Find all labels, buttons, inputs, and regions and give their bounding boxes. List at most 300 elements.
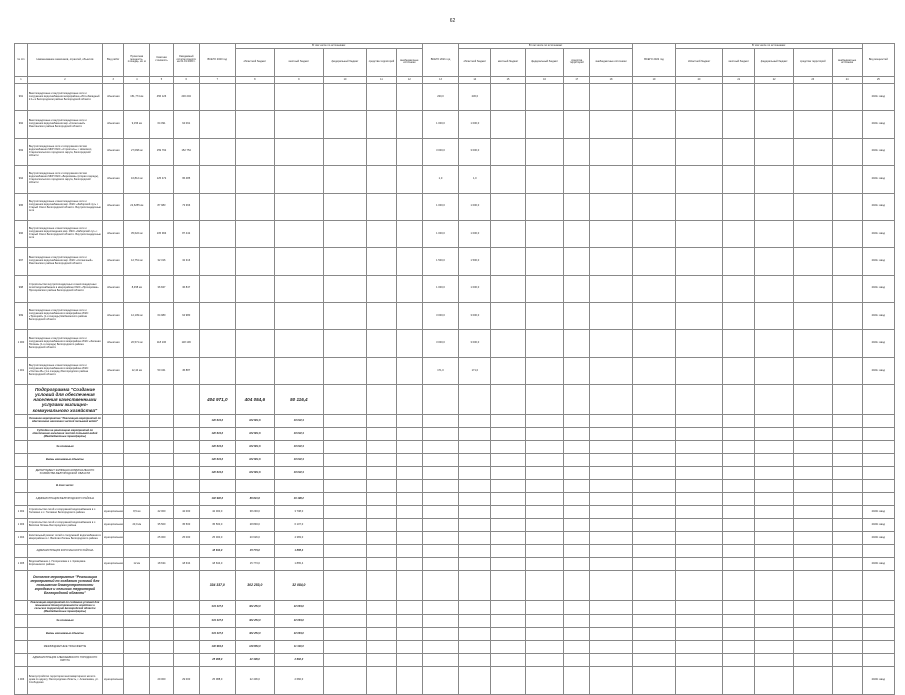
header-src: местный бюджет	[274, 48, 323, 76]
cell-work: муниципальная	[102, 558, 123, 571]
cell-exp: 64 091	[173, 111, 199, 138]
table-cell	[236, 357, 275, 384]
cell-type: 2021г. ввод	[862, 138, 894, 165]
table-cell	[422, 654, 458, 667]
table-cell	[755, 166, 794, 193]
cell-cost: 64 091	[150, 111, 174, 138]
table-cell	[525, 357, 564, 384]
table-cell	[199, 111, 235, 138]
table-cell	[491, 275, 525, 302]
table-cell	[832, 357, 862, 384]
table-cell	[675, 111, 722, 138]
cell-work: муниципальная	[102, 519, 123, 532]
table-cell	[236, 111, 275, 138]
cell-num	[15, 385, 28, 415]
table-cell	[723, 454, 755, 467]
table-cell	[491, 601, 525, 615]
table-cell	[324, 248, 367, 275]
cell-m20: 50 116,4	[274, 385, 323, 415]
table-cell	[832, 454, 862, 467]
table-cell	[422, 467, 458, 480]
table-cell	[723, 571, 755, 601]
table-cell	[755, 641, 794, 654]
table-cell	[723, 83, 755, 110]
table-cell	[862, 428, 894, 441]
cell-m20: 18 032,4	[274, 467, 323, 480]
cell-work: объектная	[102, 330, 123, 357]
table-cell	[274, 220, 323, 247]
cell-type: 2021г. ввод	[862, 330, 894, 357]
table-cell	[793, 532, 832, 545]
cell-type: 2021г. ввод	[862, 220, 894, 247]
table-row	[15, 545, 895, 558]
table-cell	[396, 111, 422, 138]
cell-type: 2021г. ввод	[862, 357, 894, 384]
table-cell	[459, 601, 491, 615]
table-cell	[590, 532, 633, 545]
table-cell	[324, 641, 367, 654]
cell-name: Внеплощадочные и внутриплощадочные сети и сооружения водоснабжения мкр. ИЖС «Солнечный» Ракитянского района Белгородской области	[27, 248, 102, 275]
table-cell	[173, 480, 199, 493]
cell-t21: 1 000,0	[422, 275, 458, 302]
cell-t21: 230,0	[422, 83, 458, 110]
table-row	[15, 467, 895, 480]
table-cell	[793, 601, 832, 615]
table-cell	[525, 193, 564, 220]
table-cell	[755, 303, 794, 330]
table-cell	[199, 220, 235, 247]
column-index-cell: 5	[150, 76, 174, 83]
table-cell	[274, 248, 323, 275]
table-row	[15, 601, 895, 615]
cell-t20: 35 500,0	[199, 519, 235, 532]
table-cell	[564, 138, 590, 165]
table-cell	[525, 545, 564, 558]
table-cell	[491, 138, 525, 165]
cell-num: 994	[15, 166, 28, 193]
column-index-cell: 21	[723, 76, 755, 83]
table-cell	[236, 275, 275, 302]
cell-name: АДМИНИСТРАЦИЯ АЛЕКСЕЕВСКОГО ГОРОДСКОГО ОКРУГА	[27, 654, 102, 667]
table-cell	[793, 480, 832, 493]
table-cell	[491, 615, 525, 628]
table-cell	[564, 558, 590, 571]
cell-r20: 28 893,0	[236, 519, 275, 532]
cell-num: 996	[15, 220, 28, 247]
table-cell	[755, 193, 794, 220]
table-cell	[102, 571, 123, 601]
table-cell	[491, 493, 525, 506]
table-cell	[832, 111, 862, 138]
cell-t21: 1 000,0	[422, 111, 458, 138]
cell-r20: 22 406,0	[236, 667, 275, 694]
table-cell	[459, 615, 491, 628]
table-cell	[675, 357, 722, 384]
table-cell	[366, 83, 396, 110]
cell-cost: 25 000	[150, 532, 174, 545]
table-cell	[793, 330, 832, 357]
table-cell	[723, 641, 755, 654]
cell-type: 2021г. ввод	[862, 248, 894, 275]
table-cell	[236, 303, 275, 330]
table-row	[15, 628, 895, 641]
table-cell	[236, 248, 275, 275]
table-cell	[862, 601, 894, 615]
cell-r21: 1,0	[459, 166, 491, 193]
cell-t20: 140 984,0	[199, 641, 235, 654]
table-cell	[633, 615, 676, 628]
table-cell	[150, 454, 174, 467]
table-cell	[124, 441, 150, 454]
table-cell	[832, 248, 862, 275]
table-cell	[422, 454, 458, 467]
table-cell	[366, 275, 396, 302]
table-cell	[366, 415, 396, 428]
column-index-cell: 1	[15, 76, 28, 83]
table-cell	[396, 138, 422, 165]
cell-name: Основное мероприятие "Реализация мероприятий по обеспечению населения чистой питьевой водой"	[27, 415, 102, 428]
table-cell	[491, 111, 525, 138]
table-cell	[324, 667, 367, 694]
table-cell	[793, 454, 832, 467]
cell-name: Субсидии на реализацию мероприятий по обеспечению населения чистой питьевой водой (Межбюджетные трансферты)	[27, 428, 102, 441]
table-cell	[124, 571, 150, 601]
header-src: средства территорий	[366, 48, 396, 76]
table-cell	[366, 428, 396, 441]
table-cell	[633, 667, 676, 694]
table-cell	[793, 667, 832, 694]
table-cell	[590, 83, 633, 110]
table-cell	[832, 415, 862, 428]
cell-m20: 16 198,2	[274, 493, 323, 506]
table-cell	[590, 558, 633, 571]
cell-r20: 22 406,0	[236, 654, 275, 667]
header-group-2021: В том числе по источникам:	[459, 44, 633, 49]
table-cell	[633, 193, 676, 220]
table-cell	[525, 480, 564, 493]
table-cell	[633, 357, 676, 384]
table-cell	[525, 138, 564, 165]
table-cell	[396, 428, 422, 441]
table-cell	[236, 166, 275, 193]
table-cell	[324, 138, 367, 165]
table-cell	[633, 628, 676, 641]
table-cell	[199, 166, 235, 193]
cell-r20: 302 253,0	[236, 628, 275, 641]
table-cell	[633, 641, 676, 654]
table-cell	[564, 454, 590, 467]
table-cell	[525, 111, 564, 138]
cell-name: Капитальный ремонт сетей и сооружений водоснабжения в микрорайоне в с. Весёлая Лопань Белгородского района	[27, 532, 102, 545]
table-cell	[366, 558, 396, 571]
table-cell	[525, 220, 564, 247]
table-cell	[590, 493, 633, 506]
column-index-cell: 13	[422, 76, 458, 83]
table-cell	[124, 654, 150, 667]
table-cell	[723, 558, 755, 571]
table-cell	[832, 428, 862, 441]
cell-t20: 25 088,0	[199, 654, 235, 667]
table-cell	[124, 454, 150, 467]
table-cell	[102, 545, 123, 558]
table-row	[15, 532, 895, 545]
table-cell	[862, 641, 894, 654]
table-cell	[491, 667, 525, 694]
table-cell	[396, 441, 422, 454]
table-cell	[324, 111, 367, 138]
header-src: средства территорий	[793, 48, 832, 76]
cell-name: За основным	[27, 615, 102, 628]
cell-type: 2021г. ввод	[862, 275, 894, 302]
cell-r21: 1 000,0	[459, 193, 491, 220]
table-cell	[633, 467, 676, 480]
header-num: № п/п	[15, 44, 28, 77]
table-cell	[396, 415, 422, 428]
cell-m20	[274, 480, 323, 493]
column-index-cell: 20	[675, 76, 722, 83]
cell-m20: 2 682,0	[274, 667, 323, 694]
table-cell	[564, 519, 590, 532]
table-cell	[675, 415, 722, 428]
cell-num: 1 002	[15, 506, 28, 519]
cell-t20: 120 634,0	[199, 428, 235, 441]
table-cell	[150, 545, 174, 558]
table-cell	[832, 601, 862, 615]
table-cell	[366, 667, 396, 694]
table-cell	[459, 480, 491, 493]
table-cell	[124, 641, 150, 654]
table-cell	[832, 545, 862, 558]
cell-exp: 29 000	[173, 667, 199, 694]
cell-t21: 1 000,0	[422, 220, 458, 247]
cell-num: 993	[15, 138, 28, 165]
table-cell	[525, 330, 564, 357]
table-cell	[675, 628, 722, 641]
cell-type: 2020г. ввод	[862, 519, 894, 532]
table-cell	[396, 385, 422, 415]
table-cell	[633, 275, 676, 302]
cell-name: Вновь начинаемые объекты	[27, 454, 102, 467]
table-cell	[459, 558, 491, 571]
table-cell	[832, 519, 862, 532]
cell-cost: 50 341	[150, 357, 174, 384]
cell-t20: 120 634,0	[199, 415, 235, 428]
cell-r20: 38 293,0	[236, 506, 275, 519]
table-cell	[102, 601, 123, 615]
cell-num: 1 005	[15, 558, 28, 571]
table-cell	[124, 493, 150, 506]
table-cell	[675, 441, 722, 454]
table-cell	[274, 166, 323, 193]
table-cell	[396, 615, 422, 628]
cell-name: Внутриплощадочные и внеплощадочные сети и сооружения водоснабжения в микрорайоне ИЖС «Улитка-46» (1-я очередь) Белгородского района Белгородской области	[27, 357, 102, 384]
cell-m20: 18 032,4	[274, 441, 323, 454]
table-cell	[755, 454, 794, 467]
table-cell	[324, 506, 367, 519]
cell-type: 2021г. ввод	[862, 303, 894, 330]
table-row	[15, 480, 895, 493]
table-cell	[675, 667, 722, 694]
table-row	[15, 83, 895, 110]
table-cell	[199, 138, 235, 165]
cell-exp: 25 000	[173, 532, 199, 545]
table-cell	[150, 415, 174, 428]
table-cell	[525, 454, 564, 467]
table-cell	[755, 248, 794, 275]
table-cell	[525, 441, 564, 454]
table-row	[15, 454, 895, 467]
table-cell	[793, 654, 832, 667]
table-cell	[102, 428, 123, 441]
table-cell	[324, 571, 367, 601]
table-row	[15, 357, 895, 384]
cell-cap: 27,068 км	[124, 138, 150, 165]
table-cell	[491, 248, 525, 275]
table-cell	[755, 571, 794, 601]
table-cell	[755, 415, 794, 428]
cell-t20: 120 634,0	[199, 467, 235, 480]
table-cell	[755, 506, 794, 519]
table-cell	[832, 83, 862, 110]
table-row	[15, 220, 895, 247]
header-src: федеральный бюджет	[324, 48, 367, 76]
column-index-cell: 19	[633, 76, 676, 83]
table-cell	[793, 615, 832, 628]
table-cell	[491, 385, 525, 415]
column-index-cell: 22	[755, 76, 794, 83]
table-cell	[491, 571, 525, 601]
header-src: областной бюджет	[236, 48, 275, 76]
table-cell	[366, 303, 396, 330]
cell-cost: 36 847	[150, 275, 174, 302]
table-cell	[150, 441, 174, 454]
table-cell	[862, 615, 894, 628]
table-cell	[396, 654, 422, 667]
table-cell	[422, 385, 458, 415]
table-cell	[150, 615, 174, 628]
cell-exp: 73 366	[173, 193, 199, 220]
cell-name: Строительство внутриплощадочных и внеплощадочных сетей водоснабжения в микрорайоне ИЖС «Прохоровка» Прохоровского района Белгородской области	[27, 275, 102, 302]
table-cell	[633, 601, 676, 615]
cell-name: Строительство сетей и сооружений водоснабжения в с. Весёлая Лопань Белгородского района	[27, 519, 102, 532]
table-cell	[324, 415, 367, 428]
cell-num	[15, 545, 28, 558]
table-cell	[832, 667, 862, 694]
table-cell	[862, 480, 894, 493]
table-row	[15, 330, 895, 357]
cell-r20: 20 626,0	[236, 532, 275, 545]
table-cell	[150, 641, 174, 654]
table-cell	[124, 385, 150, 415]
table-cell	[723, 601, 755, 615]
table-cell	[590, 506, 633, 519]
cell-work: объектная	[102, 138, 123, 165]
column-index-cell: 23	[793, 76, 832, 83]
cell-cost: 118 106	[150, 330, 174, 357]
table-cell	[564, 532, 590, 545]
table-cell	[564, 493, 590, 506]
cell-cap: 12,109 км	[124, 303, 150, 330]
table-cell	[755, 654, 794, 667]
table-cell	[525, 385, 564, 415]
table-cell	[422, 601, 458, 615]
cell-cap: 151,774 км	[124, 83, 150, 110]
table-cell	[564, 467, 590, 480]
cell-t21: 3 000,0	[422, 303, 458, 330]
column-index-row	[15, 76, 895, 83]
column-index-cell: 10	[324, 76, 367, 83]
cell-num	[15, 601, 28, 615]
table-cell	[366, 571, 396, 601]
cell-num: 997	[15, 248, 28, 275]
table-cell	[832, 303, 862, 330]
cell-num	[15, 467, 28, 480]
table-cell	[793, 303, 832, 330]
table-cell	[723, 493, 755, 506]
table-cell	[422, 558, 458, 571]
table-cell	[675, 506, 722, 519]
table-cell	[459, 428, 491, 441]
table-cell	[199, 275, 235, 302]
table-cell	[491, 480, 525, 493]
column-index-cell: 25	[862, 76, 894, 83]
cell-cap	[124, 667, 150, 694]
table-cell	[675, 303, 722, 330]
header-work: Вид работ	[102, 44, 123, 77]
table-cell	[564, 166, 590, 193]
table-cell	[675, 519, 722, 532]
table-cell	[832, 558, 862, 571]
cell-cap: 8,458 км	[124, 275, 150, 302]
table-cell	[102, 628, 123, 641]
cell-m20: 1 865,4	[274, 558, 323, 571]
table-cell	[675, 138, 722, 165]
table-cell	[633, 454, 676, 467]
table-cell	[324, 532, 367, 545]
header-src: федеральный бюджет	[755, 48, 794, 76]
cell-m20: 18 032,4	[274, 454, 323, 467]
column-index-cell: 9	[274, 76, 323, 83]
table-header	[15, 44, 895, 84]
table-cell	[723, 615, 755, 628]
table-cell	[124, 545, 150, 558]
table-row	[15, 428, 895, 441]
table-cell	[590, 480, 633, 493]
header-total-2020: ВСЕГО 2020 год	[199, 44, 235, 77]
cell-num	[15, 454, 28, 467]
cell-num: 998	[15, 275, 28, 302]
table-cell	[422, 641, 458, 654]
table-cell	[564, 193, 590, 220]
cell-work: объектная	[102, 166, 123, 193]
header-cost-expected: Ожидаемый остаток средств на 01.01.2020 г.	[173, 44, 199, 77]
table-cell	[590, 428, 633, 441]
table-cell	[366, 506, 396, 519]
table-cell	[150, 654, 174, 667]
table-cell	[396, 275, 422, 302]
table-cell	[274, 193, 323, 220]
table-cell	[173, 467, 199, 480]
cell-type: 2020г. ввод	[862, 558, 894, 571]
table-cell	[675, 385, 722, 415]
table-cell	[459, 506, 491, 519]
table-cell	[633, 138, 676, 165]
table-cell	[422, 571, 458, 601]
table-cell	[723, 532, 755, 545]
cell-name: Внутриплощадочные сети и сооружения систем водоснабжения МКР ИЖС «Строитель» г. Новоскол, Старооскольского городского округа, Белгородской области	[27, 138, 102, 165]
table-cell	[633, 654, 676, 667]
table-cell	[793, 138, 832, 165]
